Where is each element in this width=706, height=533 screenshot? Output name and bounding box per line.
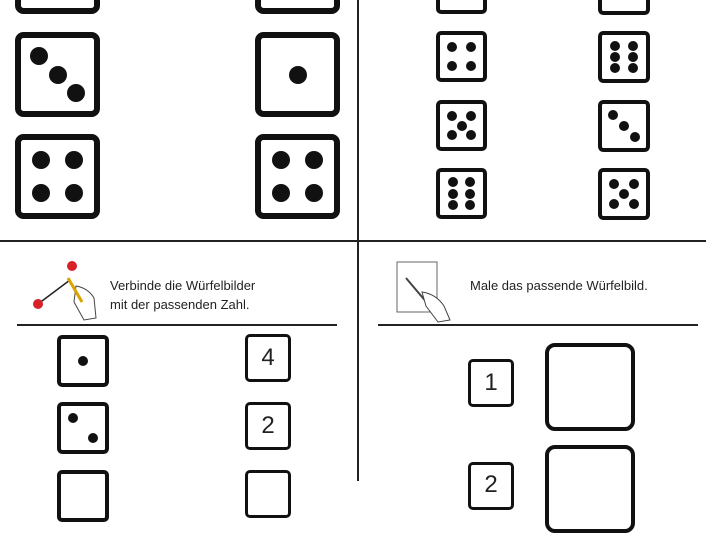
pip — [629, 179, 639, 189]
pip — [457, 121, 467, 131]
pip — [628, 41, 638, 51]
pip — [32, 184, 50, 202]
drawing-hand-icon — [392, 260, 462, 324]
header-rule — [378, 324, 698, 326]
pip — [466, 111, 476, 121]
pip — [619, 189, 629, 199]
number-box-partial — [245, 470, 291, 518]
die-face-2 — [57, 402, 109, 454]
die-face-6 — [436, 168, 487, 219]
die-face-1 — [57, 335, 109, 387]
pip — [305, 184, 323, 202]
die-face-3 — [15, 32, 100, 117]
die-partial — [255, 0, 340, 14]
pip — [448, 189, 458, 199]
pip — [629, 199, 639, 209]
pip — [609, 179, 619, 189]
die-face-5 — [598, 168, 650, 220]
die-face-6 — [598, 31, 650, 83]
pip — [610, 52, 620, 62]
pip — [465, 177, 475, 187]
pip — [465, 189, 475, 199]
number-box: 1 — [468, 359, 514, 407]
die-partial — [436, 0, 487, 14]
pip — [88, 433, 98, 443]
pip — [305, 151, 323, 169]
connect-pencil-icon — [28, 258, 100, 326]
die-partial — [598, 0, 650, 15]
die-partial — [15, 0, 100, 14]
pip — [610, 63, 620, 73]
pip — [272, 184, 290, 202]
die-face-1 — [255, 32, 340, 117]
horizontal-divider — [0, 240, 706, 242]
pip — [68, 413, 78, 423]
pip — [447, 61, 457, 71]
number-box: 2 — [468, 462, 514, 510]
pip — [466, 130, 476, 140]
die-partial — [57, 470, 109, 522]
pip — [448, 177, 458, 187]
pip — [32, 151, 50, 169]
number-box: 4 — [245, 334, 291, 382]
pip — [628, 52, 638, 62]
instruction: Male das passende Würfelbild. — [470, 278, 648, 293]
pip — [610, 41, 620, 51]
pip — [466, 42, 476, 52]
header-rule — [17, 324, 337, 326]
pip — [465, 200, 475, 210]
pip — [272, 151, 290, 169]
pip — [619, 121, 629, 131]
pip — [447, 130, 457, 140]
pip — [628, 63, 638, 73]
pip — [65, 151, 83, 169]
pip — [65, 184, 83, 202]
pip — [466, 61, 476, 71]
pip — [448, 200, 458, 210]
die-face-4 — [15, 134, 100, 219]
die-face-3 — [598, 100, 650, 152]
instruction-line-1: Verbinde die Würfelbilder — [110, 278, 256, 293]
pip — [609, 199, 619, 209]
die-face-4 — [436, 31, 487, 82]
pip — [289, 66, 307, 84]
number-box: 2 — [245, 402, 291, 450]
pip — [67, 84, 85, 102]
die-face-4 — [255, 134, 340, 219]
pip — [630, 132, 640, 142]
die-face-5 — [436, 100, 487, 151]
instruction-line-2: mit der passenden Zahl. — [110, 297, 250, 312]
pip — [447, 111, 457, 121]
pip — [49, 66, 67, 84]
empty-draw-box[interactable] — [545, 343, 635, 431]
pip — [608, 110, 618, 120]
pip — [30, 47, 48, 65]
pip — [447, 42, 457, 52]
empty-draw-box[interactable] — [545, 445, 635, 533]
pip — [78, 356, 88, 366]
